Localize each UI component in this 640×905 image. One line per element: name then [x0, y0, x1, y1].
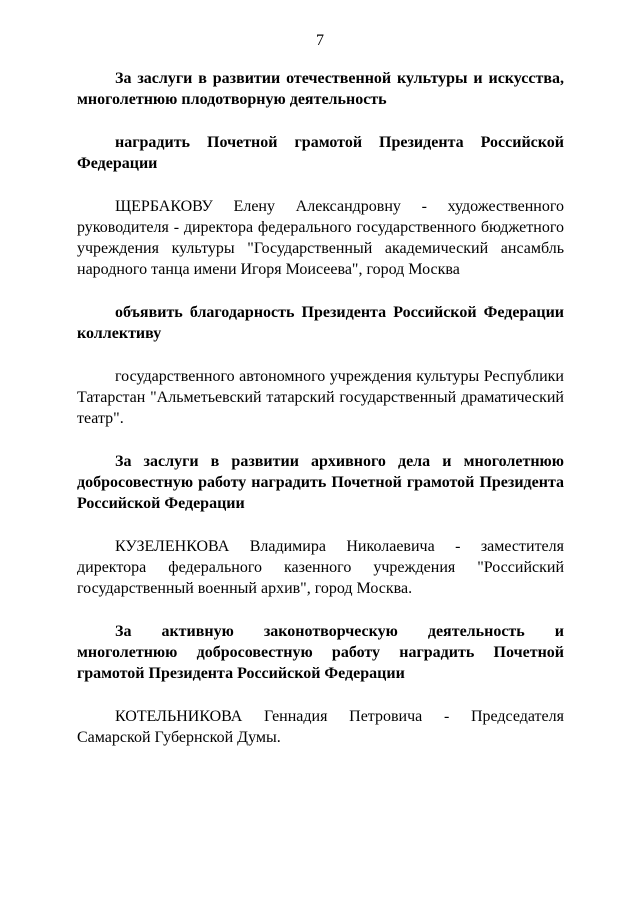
recipient-kotelnikov: КОТЕЛЬНИКОВА Геннадия Петровича - Председателя Самарской Губернской Думы. [77, 708, 564, 746]
recipient-almetyevsk-theatre: государственного автономного учреждения культуры Республики Татарстан "Альметьевский татарский государственный драматический театр". [77, 368, 564, 427]
recipient-shcherbakova: ЩЕРБАКОВУ Елену Александровну - художественного руководителя - директора федерального государственного бюджетного учреждения культуры "Государственный академический ансамбль народного танца имени Игоря Моисеева", город Москва [77, 198, 564, 278]
page-number: 7 [316, 32, 324, 49]
recipient-kuzelenkov: КУЗЕЛЕНКОВА Владимира Николаевича - заместителя директора федерального казенного учреждения "Российский государственный военный архив", город Москва. [77, 538, 564, 597]
award-heading-legislative: За активную законотворческую деятельность и многолетнюю добросовестную работу наградить Почетной грамотой Президента Российской Федерации [77, 623, 564, 682]
document-body [77, 68, 564, 748]
award-heading-archives: За заслуги в развитии архивного дела и многолетнюю добросовестную работу наградить Почетной грамотой Президента Российской Федерации [77, 453, 564, 512]
award-action-gratitude: объявить благодарность Президента Российской Федерации коллективу [77, 304, 564, 342]
award-heading-culture: За заслуги в развитии отечественной культуры и искусства, многолетнюю плодотворную деятельность [77, 70, 564, 108]
award-action-certificate: наградить Почетной грамотой Президента Российской Федерации [77, 134, 564, 172]
